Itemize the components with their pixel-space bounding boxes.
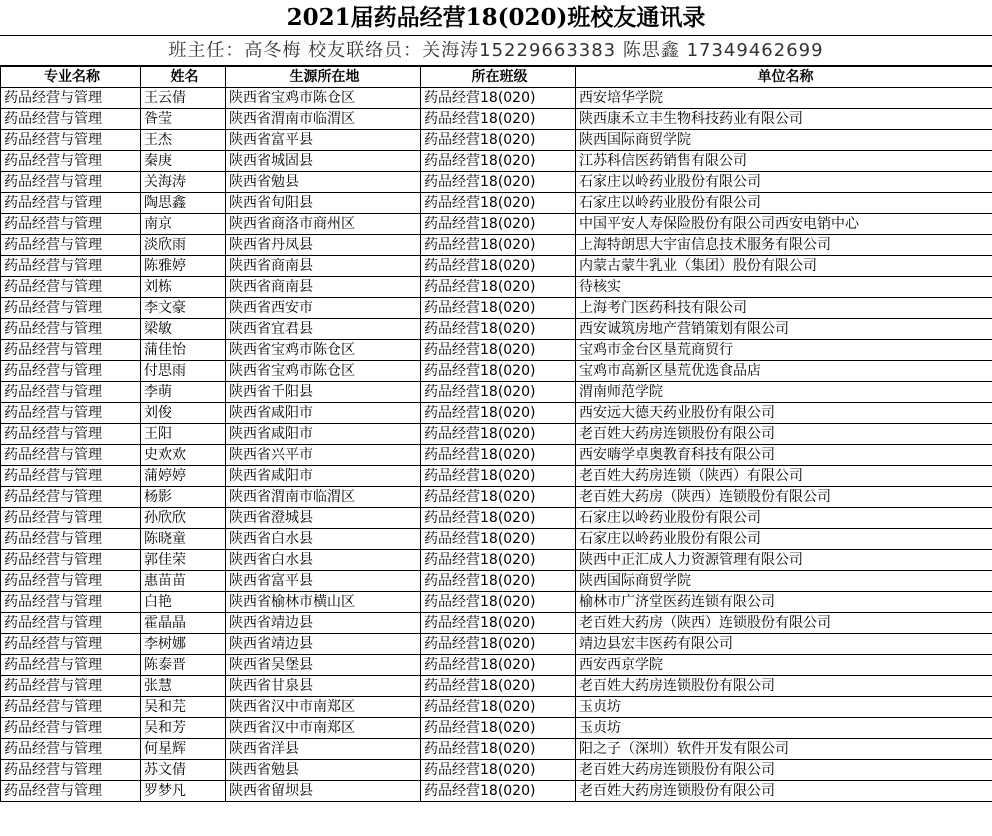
table-row	[1, 340, 992, 361]
cell-employer: 上海特朗思大宇宙信息技术服务有限公司	[576, 235, 992, 256]
cell-class: 药品经营18(020)	[421, 340, 576, 361]
cell-class: 药品经营18(020)	[421, 781, 576, 802]
cell-major: 药品经营与管理	[1, 193, 141, 214]
cell-major: 药品经营与管理	[1, 466, 141, 487]
cell-class: 药品经营18(020)	[421, 508, 576, 529]
cell-origin: 陕西省渭南市临渭区	[226, 109, 421, 130]
cell-major: 药品经营与管理	[1, 424, 141, 445]
cell-class: 药品经营18(020)	[421, 718, 576, 739]
cell-name: 何星辉	[141, 739, 226, 760]
cell-employer: 老百姓大药房（陕西）连锁股份有限公司	[576, 487, 992, 508]
cell-class: 药品经营18(020)	[421, 424, 576, 445]
cell-class: 药品经营18(020)	[421, 172, 576, 193]
cell-origin: 陕西省西安市	[226, 298, 421, 319]
cell-class: 药品经营18(020)	[421, 676, 576, 697]
cell-major: 药品经营与管理	[1, 214, 141, 235]
cell-origin: 陕西省洋县	[226, 739, 421, 760]
table-row	[1, 319, 992, 340]
cell-origin: 陕西省商南县	[226, 256, 421, 277]
cell-employer: 阳之子（深圳）软件开发有限公司	[576, 739, 992, 760]
cell-origin: 陕西省榆林市横山区	[226, 592, 421, 613]
table-row	[1, 214, 992, 235]
cell-class: 药品经营18(020)	[421, 130, 576, 151]
table-row	[1, 151, 992, 172]
cell-major: 药品经营与管理	[1, 718, 141, 739]
cell-employer: 江苏科信医药销售有限公司	[576, 151, 992, 172]
cell-major: 药品经营与管理	[1, 739, 141, 760]
cell-origin: 陕西省旬阳县	[226, 193, 421, 214]
cell-origin: 陕西省丹凤县	[226, 235, 421, 256]
cell-class: 药品经营18(020)	[421, 550, 576, 571]
cell-employer: 老百姓大药房（陕西）连锁股份有限公司	[576, 613, 992, 634]
cell-employer: 内蒙古蒙牛乳业（集团）股份有限公司	[576, 256, 992, 277]
cell-major: 药品经营与管理	[1, 277, 141, 298]
cell-name: 昝莹	[141, 109, 226, 130]
alumni-table	[0, 66, 992, 802]
document-title: 2021届药品经营18(020)班校友通讯录	[0, 0, 992, 36]
cell-major: 药品经营与管理	[1, 529, 141, 550]
cell-origin: 陕西省咸阳市	[226, 424, 421, 445]
cell-name: 秦庚	[141, 151, 226, 172]
cell-major: 药品经营与管理	[1, 109, 141, 130]
cell-origin: 陕西省靖边县	[226, 634, 421, 655]
cell-employer: 西安远大德天药业股份有限公司	[576, 403, 992, 424]
header-name: 姓名	[141, 67, 226, 88]
cell-class: 药品经营18(020)	[421, 88, 576, 109]
cell-name: 罗梦凡	[141, 781, 226, 802]
cell-name: 杨影	[141, 487, 226, 508]
cell-employer: 上海考门医药科技有限公司	[576, 298, 992, 319]
cell-origin: 陕西省宝鸡市陈仓区	[226, 340, 421, 361]
cell-origin: 陕西省城固县	[226, 151, 421, 172]
table-row	[1, 424, 992, 445]
cell-origin: 陕西省咸阳市	[226, 466, 421, 487]
cell-employer: 西安培华学院	[576, 88, 992, 109]
cell-class: 药品经营18(020)	[421, 214, 576, 235]
table-row	[1, 655, 992, 676]
header-origin: 生源所在地	[226, 67, 421, 88]
cell-origin: 陕西省千阳县	[226, 382, 421, 403]
cell-major: 药品经营与管理	[1, 760, 141, 781]
cell-name: 陈晓童	[141, 529, 226, 550]
cell-name: 张慧	[141, 676, 226, 697]
cell-name: 关海涛	[141, 172, 226, 193]
table-row	[1, 382, 992, 403]
table-row	[1, 634, 992, 655]
cell-name: 刘俊	[141, 403, 226, 424]
cell-class: 药品经营18(020)	[421, 319, 576, 340]
cell-name: 南京	[141, 214, 226, 235]
cell-name: 蒲佳怡	[141, 340, 226, 361]
cell-major: 药品经营与管理	[1, 88, 141, 109]
cell-class: 药品经营18(020)	[421, 151, 576, 172]
cell-origin: 陕西省甘泉县	[226, 676, 421, 697]
cell-major: 药品经营与管理	[1, 235, 141, 256]
table-row	[1, 403, 992, 424]
cell-class: 药品经营18(020)	[421, 193, 576, 214]
cell-major: 药品经营与管理	[1, 676, 141, 697]
cell-employer: 陕西国际商贸学院	[576, 130, 992, 151]
cell-name: 白艳	[141, 592, 226, 613]
table-row	[1, 508, 992, 529]
cell-origin: 陕西省汉中市南郑区	[226, 697, 421, 718]
cell-major: 药品经营与管理	[1, 319, 141, 340]
cell-origin: 陕西省靖边县	[226, 613, 421, 634]
cell-name: 王杰	[141, 130, 226, 151]
cell-employer: 老百姓大药房连锁（陕西）有限公司	[576, 466, 992, 487]
cell-employer: 宝鸡市金台区垦荒商贸行	[576, 340, 992, 361]
cell-employer: 老百姓大药房连锁股份有限公司	[576, 424, 992, 445]
cell-origin: 陕西省白水县	[226, 529, 421, 550]
cell-origin: 陕西省富平县	[226, 571, 421, 592]
cell-employer: 石家庄以岭药业股份有限公司	[576, 193, 992, 214]
cell-major: 药品经营与管理	[1, 634, 141, 655]
cell-origin: 陕西省留坝县	[226, 781, 421, 802]
table-row	[1, 592, 992, 613]
table-row	[1, 256, 992, 277]
table-row	[1, 88, 992, 109]
cell-major: 药品经营与管理	[1, 340, 141, 361]
cell-origin: 陕西省商洛市商州区	[226, 214, 421, 235]
cell-major: 药品经营与管理	[1, 697, 141, 718]
cell-name: 李树娜	[141, 634, 226, 655]
header-employer: 单位名称	[576, 67, 992, 88]
table-row	[1, 613, 992, 634]
table-row	[1, 718, 992, 739]
cell-employer: 西安西京学院	[576, 655, 992, 676]
cell-employer: 榆林市广济堂医药连锁有限公司	[576, 592, 992, 613]
cell-name: 史欢欢	[141, 445, 226, 466]
cell-origin: 陕西省渭南市临渭区	[226, 487, 421, 508]
cell-employer: 西安诚筑房地产营销策划有限公司	[576, 319, 992, 340]
contact-line: 班主任：高冬梅 校友联络员：关海涛15229663383 陈思鑫 17349462699	[0, 36, 992, 66]
cell-origin: 陕西省勉县	[226, 172, 421, 193]
cell-name: 孙欣欣	[141, 508, 226, 529]
cell-employer: 老百姓大药房连锁股份有限公司	[576, 781, 992, 802]
cell-name: 霍晶晶	[141, 613, 226, 634]
cell-employer: 老百姓大药房连锁股份有限公司	[576, 676, 992, 697]
cell-origin: 陕西省富平县	[226, 130, 421, 151]
cell-class: 药品经营18(020)	[421, 634, 576, 655]
cell-origin: 陕西省宜君县	[226, 319, 421, 340]
table-row	[1, 235, 992, 256]
cell-employer: 中国平安人寿保险股份有限公司西安电销中心	[576, 214, 992, 235]
cell-employer: 西安嗨学卓奥教育科技有限公司	[576, 445, 992, 466]
cell-major: 药品经营与管理	[1, 256, 141, 277]
cell-employer: 老百姓大药房连锁股份有限公司	[576, 760, 992, 781]
cell-class: 药品经营18(020)	[421, 277, 576, 298]
table-row	[1, 739, 992, 760]
header-row	[1, 67, 992, 88]
cell-major: 药品经营与管理	[1, 403, 141, 424]
cell-major: 药品经营与管理	[1, 781, 141, 802]
cell-class: 药品经营18(020)	[421, 466, 576, 487]
table-row	[1, 172, 992, 193]
cell-name: 淡欣雨	[141, 235, 226, 256]
cell-name: 陈雅婷	[141, 256, 226, 277]
cell-major: 药品经营与管理	[1, 445, 141, 466]
cell-employer: 石家庄以岭药业股份有限公司	[576, 529, 992, 550]
cell-employer: 宝鸡市高新区垦荒优选食品店	[576, 361, 992, 382]
cell-major: 药品经营与管理	[1, 655, 141, 676]
cell-class: 药品经营18(020)	[421, 697, 576, 718]
cell-name: 陶思鑫	[141, 193, 226, 214]
cell-name: 刘栋	[141, 277, 226, 298]
cell-origin: 陕西省汉中市南郑区	[226, 718, 421, 739]
cell-major: 药品经营与管理	[1, 172, 141, 193]
cell-class: 药品经营18(020)	[421, 256, 576, 277]
cell-major: 药品经营与管理	[1, 550, 141, 571]
cell-name: 吴和芫	[141, 697, 226, 718]
table-row	[1, 130, 992, 151]
cell-name: 王阳	[141, 424, 226, 445]
cell-class: 药品经营18(020)	[421, 613, 576, 634]
cell-employer: 陕西国际商贸学院	[576, 571, 992, 592]
cell-employer: 石家庄以岭药业股份有限公司	[576, 172, 992, 193]
cell-class: 药品经营18(020)	[421, 235, 576, 256]
cell-employer: 石家庄以岭药业股份有限公司	[576, 508, 992, 529]
cell-class: 药品经营18(020)	[421, 592, 576, 613]
cell-major: 药品经营与管理	[1, 613, 141, 634]
cell-name: 吴和芳	[141, 718, 226, 739]
cell-name: 陈泰晋	[141, 655, 226, 676]
cell-class: 药品经营18(020)	[421, 760, 576, 781]
cell-class: 药品经营18(020)	[421, 361, 576, 382]
cell-class: 药品经营18(020)	[421, 298, 576, 319]
cell-major: 药品经营与管理	[1, 151, 141, 172]
cell-name: 李萌	[141, 382, 226, 403]
cell-name: 付思雨	[141, 361, 226, 382]
cell-origin: 陕西省兴平市	[226, 445, 421, 466]
table-row	[1, 760, 992, 781]
table-row	[1, 466, 992, 487]
header-major: 专业名称	[1, 67, 141, 88]
cell-major: 药品经营与管理	[1, 361, 141, 382]
cell-major: 药品经营与管理	[1, 592, 141, 613]
cell-employer: 陕西中正汇成人力资源管理有限公司	[576, 550, 992, 571]
cell-origin: 陕西省宝鸡市陈仓区	[226, 361, 421, 382]
table-row	[1, 781, 992, 802]
cell-class: 药品经营18(020)	[421, 571, 576, 592]
cell-origin: 陕西省吴堡县	[226, 655, 421, 676]
cell-origin: 陕西省白水县	[226, 550, 421, 571]
cell-class: 药品经营18(020)	[421, 403, 576, 424]
table-row	[1, 529, 992, 550]
cell-employer: 陕西康禾立丰生物科技药业有限公司	[576, 109, 992, 130]
table-row	[1, 109, 992, 130]
cell-origin: 陕西省咸阳市	[226, 403, 421, 424]
cell-name: 李文豪	[141, 298, 226, 319]
cell-class: 药品经营18(020)	[421, 529, 576, 550]
table-body	[1, 88, 992, 802]
cell-origin: 陕西省宝鸡市陈仓区	[226, 88, 421, 109]
table-row	[1, 361, 992, 382]
cell-name: 苏文倩	[141, 760, 226, 781]
table-row	[1, 445, 992, 466]
cell-major: 药品经营与管理	[1, 487, 141, 508]
cell-major: 药品经营与管理	[1, 571, 141, 592]
cell-employer: 靖边县宏丰医药有限公司	[576, 634, 992, 655]
cell-class: 药品经营18(020)	[421, 109, 576, 130]
cell-class: 药品经营18(020)	[421, 445, 576, 466]
cell-major: 药品经营与管理	[1, 508, 141, 529]
table-row	[1, 550, 992, 571]
cell-origin: 陕西省澄城县	[226, 508, 421, 529]
table-row	[1, 676, 992, 697]
cell-name: 郭佳荣	[141, 550, 226, 571]
cell-employer: 玉贞坊	[576, 697, 992, 718]
table-row	[1, 277, 992, 298]
cell-major: 药品经营与管理	[1, 382, 141, 403]
cell-origin: 陕西省商南县	[226, 277, 421, 298]
cell-class: 药品经营18(020)	[421, 382, 576, 403]
table-row	[1, 298, 992, 319]
cell-origin: 陕西省勉县	[226, 760, 421, 781]
cell-name: 蒲婷婷	[141, 466, 226, 487]
cell-major: 药品经营与管理	[1, 130, 141, 151]
table-row	[1, 487, 992, 508]
cell-employer: 待核实	[576, 277, 992, 298]
table-row	[1, 697, 992, 718]
cell-class: 药品经营18(020)	[421, 739, 576, 760]
cell-name: 惠苗苗	[141, 571, 226, 592]
cell-name: 王云倩	[141, 88, 226, 109]
table-row	[1, 571, 992, 592]
header-class: 所在班级	[421, 67, 576, 88]
cell-name: 梁敏	[141, 319, 226, 340]
cell-class: 药品经营18(020)	[421, 487, 576, 508]
cell-major: 药品经营与管理	[1, 298, 141, 319]
cell-employer: 玉贞坊	[576, 718, 992, 739]
cell-employer: 渭南师范学院	[576, 382, 992, 403]
cell-class: 药品经营18(020)	[421, 655, 576, 676]
table-row	[1, 193, 992, 214]
